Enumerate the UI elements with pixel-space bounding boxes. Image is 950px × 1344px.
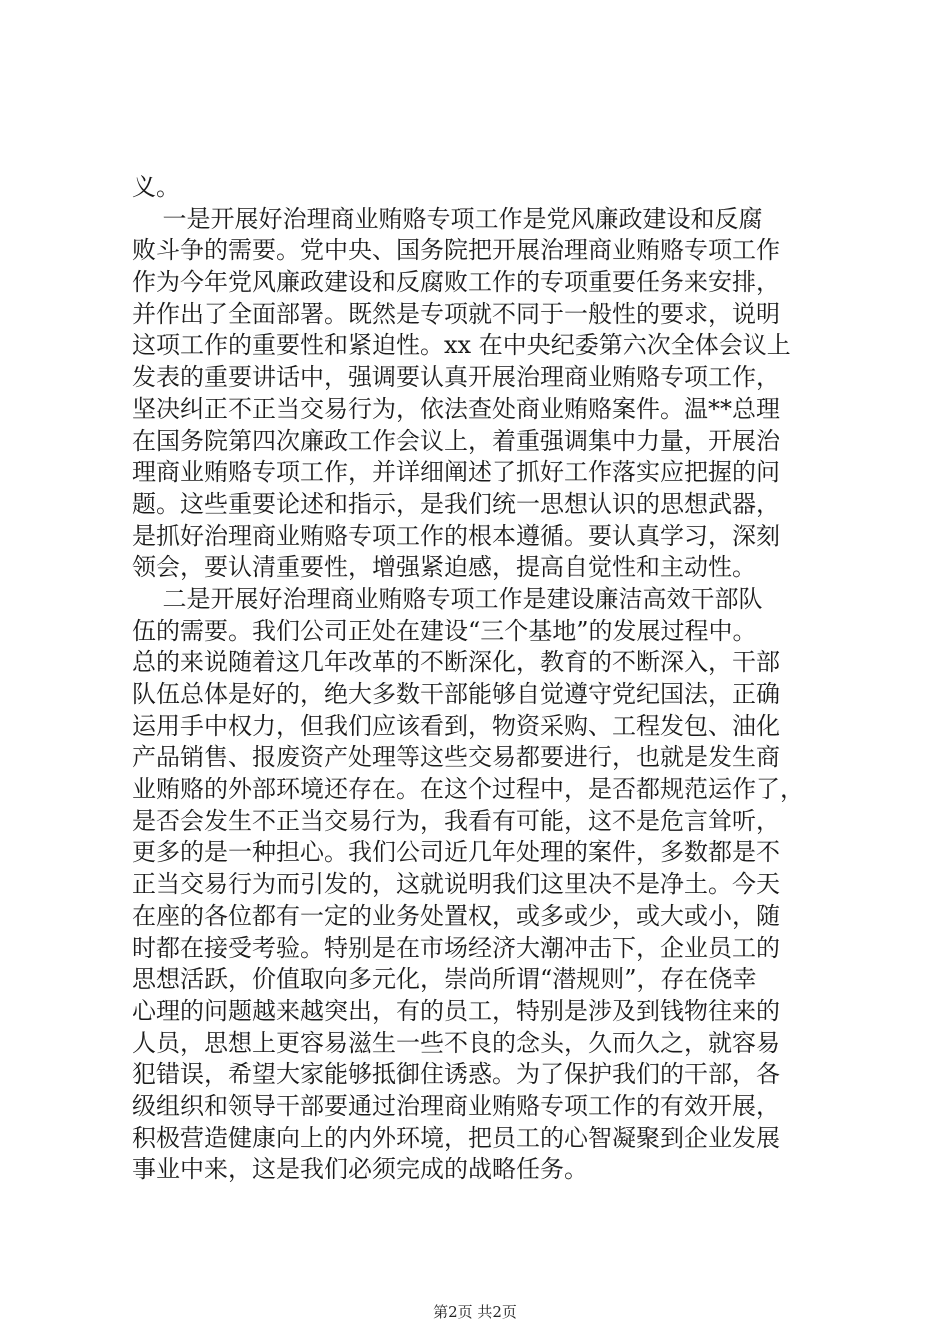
text-line: 义。	[132, 173, 180, 201]
text-line: 人员，思想上更容易滋生一些不良的念头，久而久之，就容易	[132, 1028, 780, 1057]
text-line: 队伍总体是好的，绝大多数干部能够自觉遵守党纪国法，正确	[132, 680, 780, 708]
text-line: 积极营造健康向上的内外环境，把员工的心智凝聚到企业发展	[132, 1123, 780, 1152]
text-line: 事业中来，这是我们必须完成的战略任务。	[132, 1155, 588, 1184]
text-line: 在座的各位都有一定的业务处置权，或多或少，或大或小，随	[132, 901, 780, 930]
text-line: 总的来说随着这几年改革的不断深化，教育的不断深入，干部	[132, 648, 780, 677]
text-line: 这项工作的重要性和紧迫性。xx 在中央纪委第六次全体会议上	[132, 331, 791, 360]
text-line: 是抓好治理商业贿赂专项工作的根本遵循。要认真学习，深刻	[132, 521, 780, 550]
text-line: 题。这些重要论述和指示，是我们统一思想认识的思想武器，	[132, 489, 780, 518]
text-line: 更多的是一种担心。我们公司近几年处理的案件，多数都是不	[132, 838, 780, 867]
text-line: 是否会发生不正当交易行为，我看有可能，这不是危言耸听，	[132, 806, 780, 835]
text-line: 坚决纠正不正当交易行为，依法查处商业贿赂案件。温**总理	[132, 394, 780, 423]
text-line: 发表的重要讲话中，强调要认真开展治理商业贿赂专项工作，	[132, 363, 780, 392]
text-line: 犯错误，希望大家能够抵御住诱惑。为了保护我们的干部，各	[132, 1060, 780, 1089]
text-line: 产品销售、报废资产处理等这些交易都要进行，也就是发生商	[132, 743, 780, 772]
text-line: 正当交易行为而引发的，这就说明我们这里决不是净土。今天	[132, 870, 780, 899]
text-line: 作为今年党风廉政建设和反腐败工作的专项重要任务来安排，	[132, 268, 780, 297]
text-line: 败斗争的需要。党中央、国务院把开展治理商业贿赂专项工作	[132, 236, 780, 265]
text-line: 心理的问题越来越突出，有的员工，特别是涉及到钱物往来的	[132, 996, 780, 1025]
text-line: 在国务院第四次廉政工作会议上，着重强调集中力量，开展治	[132, 426, 780, 455]
text-line: 二是开展好治理商业贿赂专项工作是建设廉洁高效干部队	[132, 584, 763, 613]
text-line: 级组织和领导干部要通过治理商业贿赂专项工作的有效开展，	[132, 1091, 780, 1120]
body-text	[132, 172, 832, 1186]
text-line: 业贿赂的外部环境还存在。在这个过程中，是否都规范运作了，	[132, 775, 804, 804]
text-line: 领会，要认清重要性，增强紧迫感，提高自觉性和主动性。	[132, 553, 756, 582]
text-line: 伍的需要。我们公司正处在建设“三个基地”的发展过程中。	[132, 616, 757, 645]
text-line: 一是开展好治理商业贿赂专项工作是党风廉政建设和反腐	[132, 204, 763, 233]
text-line: 时都在接受考验。特别是在市场经济大潮冲击下，企业员工的	[132, 933, 780, 962]
text-line: 理商业贿赂专项工作，并详细阐述了抓好工作落实应把握的问	[132, 458, 780, 487]
page-footer: 第2页 共2页	[433, 1303, 517, 1321]
text-line: 思想活跃，价值取向多元化，崇尚所谓“潜规则”，存在侥幸	[132, 965, 757, 994]
text-line: 运用手中权力，但我们应该看到，物资采购、工程发包、油化	[132, 711, 780, 740]
text-line: 并作出了全面部署。既然是专项就不同于一般性的要求，说明	[132, 299, 780, 328]
